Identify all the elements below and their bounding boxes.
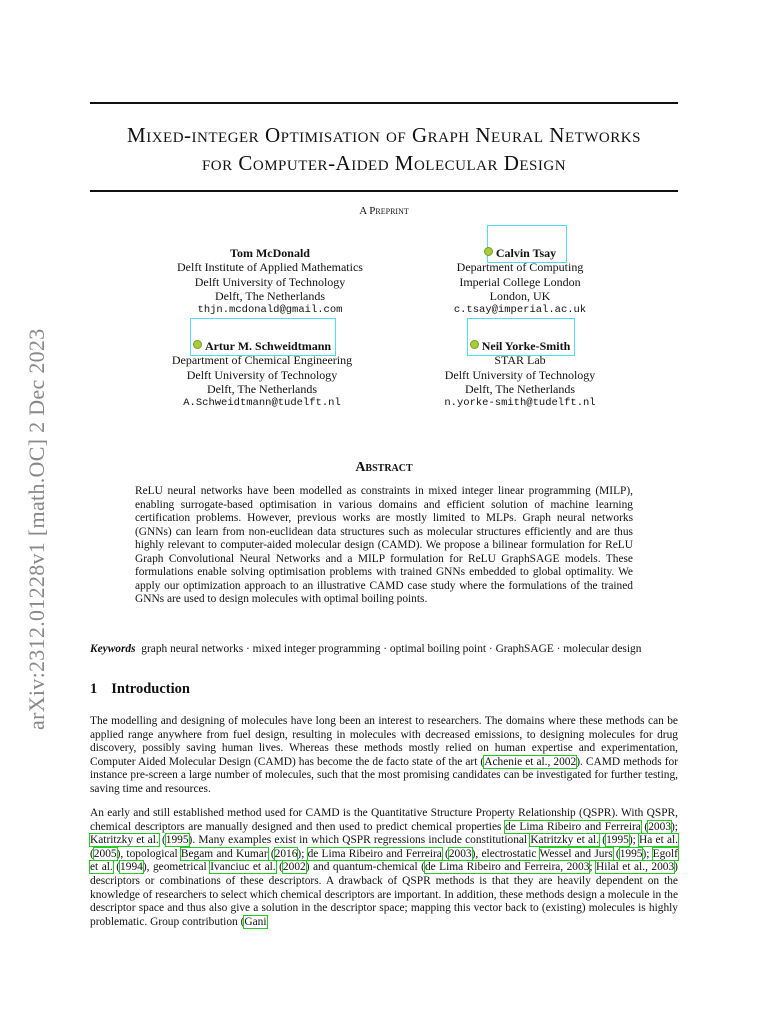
author-affiliation: Delft, The Netherlands: [206, 381, 318, 396]
author-affiliation: Delft University of Technology: [186, 367, 338, 382]
author-name[interactable]: Artur M. Schweidtmann: [132, 339, 392, 353]
citation-link[interactable]: 1995: [606, 834, 629, 847]
author-affiliation: Department of Computing: [456, 260, 584, 275]
section-number: 1: [90, 681, 98, 697]
author-affiliation: Delft University of Technology: [194, 274, 346, 289]
citation-link[interactable]: de Lima Ribeiro and Ferreira: [307, 847, 442, 860]
keywords-list: graph neural networks · mixed integer programming · optimal boiling point · GraphSAGE · molecular design: [141, 643, 642, 655]
preprint-label: A Preprint: [359, 205, 409, 217]
author-affiliation: Delft, The Netherlands: [214, 288, 326, 303]
citation-link[interactable]: Begam and Kumar: [180, 847, 268, 860]
author-block-mcdonald: [140, 246, 400, 317]
author-affiliation: Delft, The Netherlands: [464, 381, 576, 396]
author-email[interactable]: A.Schweidtmann@tudelft.nl: [183, 397, 341, 410]
author-name[interactable]: Calvin Tsay: [390, 246, 650, 260]
orcid-icon[interactable]: [470, 340, 479, 349]
author-block-yorke-smith: [390, 339, 650, 410]
author-affiliation: STAR Lab: [494, 353, 546, 368]
citation-link[interactable]: Ivanciuc et al.: [210, 861, 276, 874]
abstract-heading: Abstract: [355, 460, 413, 475]
section-heading-introduction: [90, 681, 190, 698]
citation-link[interactable]: 1995: [165, 834, 189, 847]
section-title: Introduction: [111, 681, 190, 697]
citation-link[interactable]: de Lima Ribeiro and Ferreira, 2003: [424, 861, 590, 874]
orcid-icon[interactable]: [193, 340, 202, 349]
author-block-tsay: [390, 246, 650, 317]
citation-link[interactable]: Egolf et al.: [90, 847, 678, 874]
author-affiliation: London, UK: [489, 288, 551, 303]
citation-link[interactable]: Katritzky et al.: [90, 834, 159, 847]
citation-link[interactable]: Achenie et al., 2002: [484, 755, 577, 768]
paragraph: An early and still established method used for CAMD is the Quantitative Structure Property Relationship (QSPR). With QSPR, chemical descriptors are manually designed and then used to predict chemical properties de Lima Ribeiro and Ferreira (2003); Katritzky et al. (1995). Many examples exist in which QSPR regressions include constitutional Katritzky et al. (1995); Ha et al. (2005), topological Begam and Kumar (2016); de Lima Ribeiro and Ferreira (2003), electrostatic Wessel and Jurs (1995); Egolf et al. (1994), geometrical Ivanciuc et al. (2002) and quantum-chemical (de Lima Ribeiro and Ferreira, 2003; Hilal et al., 2003) descriptors or combinations of these descriptors. A drawback of QSPR methods is that they are heavily dependent on the knowledge of researchers to select which chemical descriptors are important. In addition, these methods design a molecule in the descriptor space and thus also give a solution in the descriptor space; mapping this vector back to (existing) molecules is highly problematic. Group contribution (Gani: [90, 807, 679, 928]
citation-link[interactable]: Gani: [244, 915, 267, 928]
author-affiliation: Imperial College London: [459, 274, 581, 289]
citation-link[interactable]: de Lima Ribeiro and Ferreira: [505, 820, 641, 833]
orcid-icon[interactable]: [484, 247, 493, 256]
citation-link[interactable]: 1995: [619, 847, 643, 860]
citation-link[interactable]: Ha et al.: [639, 834, 679, 847]
keywords: [90, 643, 690, 655]
paper-title-line1: Mixed-integer Optimisation of Graph Neural Networks: [127, 123, 641, 147]
keywords-label: Keywords: [90, 643, 136, 655]
author-name: Tom McDonald: [230, 246, 310, 260]
author-affiliation: Department of Chemical Engineering: [171, 353, 353, 368]
abstract-text: ReLU neural networks have been modelled as constraints in mixed integer linear programming (MILP), enabling surrogate-based optimisation in various domains and efficient solution of machine learning certification problems. However, previous works are mostly limited to MLPs. Graph neural networks (GNNs) can learn from non-euclidean data structures such as molecular structures efficiently and are thus highly relevant to computer-aided molecular design (CAMD). We propose a bilinear formulation for ReLU Graph Convolutional Neural Networks and a MILP formulation for ReLU GraphSAGE models. These formulations enable solving optimisation problems with trained GNNs embedded to global optimality. We apply our optimization approach to an illustrative CAMD case study where the formulations of the trained GNNs are used to design molecules with optimal boiling points.: [135, 485, 633, 605]
citation-link[interactable]: 2003: [648, 820, 672, 833]
author-block-schweidtmann: [132, 339, 392, 410]
citation-link[interactable]: Katritzky et al.: [530, 834, 600, 847]
arxiv-identifier: arXiv:2312.01228v1 [math.OC] 2 Dec 2023: [24, 328, 49, 730]
title-rule-top: [90, 102, 678, 104]
citation-link[interactable]: Hilal et al., 2003: [596, 861, 675, 874]
author-name[interactable]: Neil Yorke-Smith: [390, 339, 650, 353]
citation-link[interactable]: 2003: [448, 847, 472, 860]
citation-link[interactable]: 2002: [282, 861, 306, 874]
title-rule-bottom: [90, 190, 678, 192]
author-email[interactable]: n.yorke-smith@tudelft.nl: [444, 397, 596, 410]
citation-link[interactable]: Wessel and Jurs: [539, 847, 613, 860]
paragraph: The modelling and designing of molecules have long been an interest to researchers. The domains where these methods can be applied range anywhere from fuel design, resulting in molecules with decreased emissions, to designing molecules for drug discovery, possibly saving human lives. Whereas these methods mostly relied on human expertise and experimentation, Computer Aided Molecular Design (CAMD) has become the de facto state of the art (Achenie et al., 2002). CAMD methods for instance pre-screen a large number of molecules, such that the most promising candidates can be investigated for further testing, saving time and resources.: [90, 715, 679, 795]
author-email[interactable]: thjn.mcdonald@gmail.com: [197, 304, 343, 317]
author-affiliation: Delft Institute of Applied Mathematics: [177, 260, 363, 275]
citation-link[interactable]: 2016: [274, 847, 298, 860]
paper-title-line2: for Computer-Aided Molecular Design: [201, 151, 567, 175]
author-affiliation: Delft University of Technology: [444, 367, 596, 382]
citation-link[interactable]: 2005: [93, 847, 117, 860]
citation-link[interactable]: 1994: [120, 861, 143, 874]
author-email[interactable]: c.tsay@imperial.ac.uk: [453, 304, 587, 317]
